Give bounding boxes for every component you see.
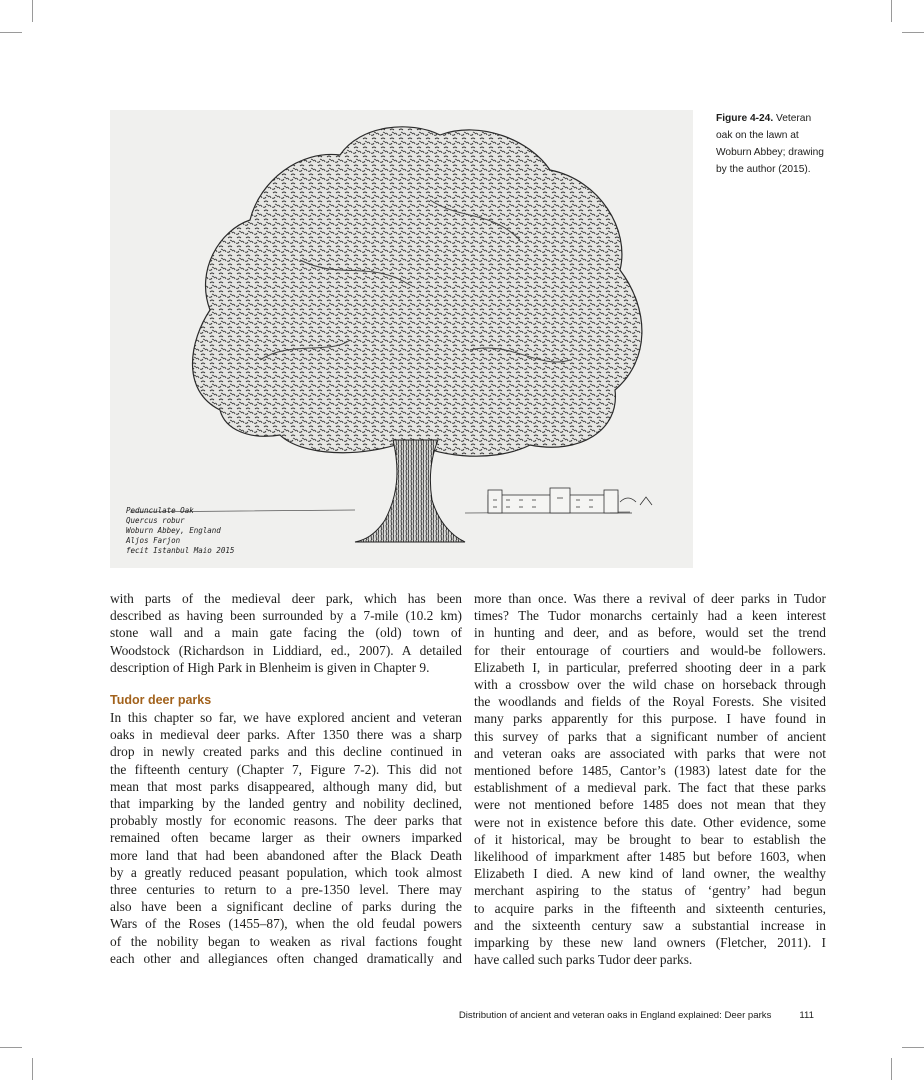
- text-line: have called such parks Tudor deer parks.: [474, 952, 693, 968]
- text-line: Elizabeth I died. A new kind of land owner, the wealthy: [474, 866, 826, 882]
- section-heading: Tudor deer parks: [110, 693, 212, 708]
- figure-caption: [716, 110, 826, 178]
- text-line: for their entourage of courtiers and would-be followers.: [474, 642, 826, 658]
- inscription-line: Woburn Abbey, England: [126, 526, 221, 535]
- text-line: stone wall and a main gate facing the (old) town of: [110, 625, 462, 641]
- text-line: were not mentioned before 1485 does not mean that they: [474, 797, 826, 813]
- text-line: times? The Tudor monarchs certainly had a keen interest: [474, 608, 826, 624]
- text-line: with a crossbow over the wild chase on horseback through: [474, 677, 826, 693]
- text-line: also have been a significant decline of parks during the: [110, 899, 462, 915]
- text-line: Wars of the Roses (1455–87), when the old feudal powers: [110, 916, 462, 932]
- crop-mark: [891, 0, 892, 22]
- paragraph: [474, 590, 826, 968]
- text-line: and veteran oaks are associated with parks that were not: [474, 745, 826, 761]
- text-line: likelihood of imparkment after 1485 but before 1603, when: [474, 849, 826, 865]
- text-line: each other and allegiances often changed dramatically and: [110, 950, 462, 966]
- crop-mark: [891, 1058, 892, 1080]
- crop-mark: [0, 32, 22, 33]
- text-line: mean that most parks disappeared, although many did, but: [110, 778, 462, 794]
- text-line: to acquire parks in the fifteenth and sixteenth centuries,: [474, 900, 826, 916]
- text-line: Woodstock (Richardson in Liddiard, ed., 2007). A detailed: [110, 642, 462, 658]
- text-column-left: [110, 590, 462, 967]
- text-line: remained often became larger as their owners imparked: [110, 830, 462, 846]
- inscription-line: Quercus robur: [126, 516, 185, 525]
- text-line: the fifteenth century (Chapter 7, Figure 7-2). This did not: [110, 761, 462, 777]
- running-footer: [110, 1010, 814, 1021]
- text-line: drop in newly created parks and this decline continued in: [110, 744, 462, 760]
- text-line: by a greatly reduced peasant population, which took almost: [110, 864, 462, 880]
- handwritten-inscription: [126, 506, 234, 556]
- abbey-building: [488, 488, 618, 513]
- text-line: and the sixteenth century saw a substantial increase in: [474, 917, 826, 933]
- inscription-line: Aljos Farjon: [126, 536, 181, 545]
- text-line: establishment of a medieval park. The fact that these parks: [474, 780, 826, 796]
- crop-mark: [32, 0, 33, 22]
- text-line: described as having been surrounded by a 7-mile (10.2 km): [110, 608, 462, 624]
- text-line: merchant aspiring to the status of ‘gentry’ had begun: [474, 883, 826, 899]
- text-line: mentioned before 1485, Cantor’s (1983) latest date for the: [474, 763, 826, 779]
- crop-mark: [902, 32, 924, 33]
- text-line: In this chapter so far, we have explored ancient and veteran: [110, 710, 462, 726]
- text-line: were not in existence before this date. Other evidence, some: [474, 814, 826, 830]
- text-line: many parks apparently for this purpose. I have found in: [474, 711, 826, 727]
- text-column-right: [474, 590, 826, 968]
- text-line: probably mostly for economic reasons. The deer parks that: [110, 813, 462, 829]
- text-line: this survey of parks that a significant number of ancient: [474, 728, 826, 744]
- text-line: more land that had been abandoned after the Black Death: [110, 847, 462, 863]
- text-line: in hunting and deer, and as before, would set the trend: [474, 625, 826, 641]
- text-line: the woodlands and fields of the Royal Forests. She visited: [474, 694, 826, 710]
- crop-mark: [902, 1047, 924, 1048]
- text-line: Elizabeth I, in particular, preferred shooting deer in a park: [474, 659, 826, 675]
- tree-illustration: [110, 110, 693, 568]
- inscription-line: fecit Istanbul Maio 2015: [126, 546, 235, 555]
- text-line: description of High Park in Blenheim is given in Chapter 9.: [110, 659, 430, 675]
- text-line: with parts of the medieval deer park, which has been: [110, 591, 462, 606]
- caption-text: Veteran oak on the lawn at Woburn Abbey; drawing by the author (2015).: [716, 113, 824, 175]
- page-number: 111: [799, 1010, 814, 1021]
- paragraph: [110, 590, 462, 676]
- text-line: of the nobility began to weaken as rival factions fought: [110, 933, 462, 949]
- inscription-line: Pedunculate Oak: [126, 506, 194, 515]
- crop-mark: [32, 1058, 33, 1080]
- text-line: of it historical, may be brought to bear to establish the: [474, 831, 826, 847]
- oak-tree-drawing: [110, 110, 693, 568]
- text-line: more than once. Was there a revival of deer parks in Tudor: [474, 591, 826, 606]
- text-line: three centuries to return to a pre-1350 level. There may: [110, 882, 462, 898]
- caption-label: Figure 4-24.: [716, 113, 774, 124]
- crop-mark: [0, 1047, 22, 1048]
- running-title: Distribution of ancient and veteran oaks in England explained: Deer parks: [458, 1010, 772, 1021]
- text-line: oaks in medieval deer parks. After 1350 there was a sharp: [110, 727, 462, 743]
- paragraph: [110, 709, 462, 967]
- text-line: imparking by these new land owners (Fletcher, 2011). I: [474, 935, 826, 951]
- text-line: that imparking by the landed gentry and nobility declined,: [110, 796, 462, 812]
